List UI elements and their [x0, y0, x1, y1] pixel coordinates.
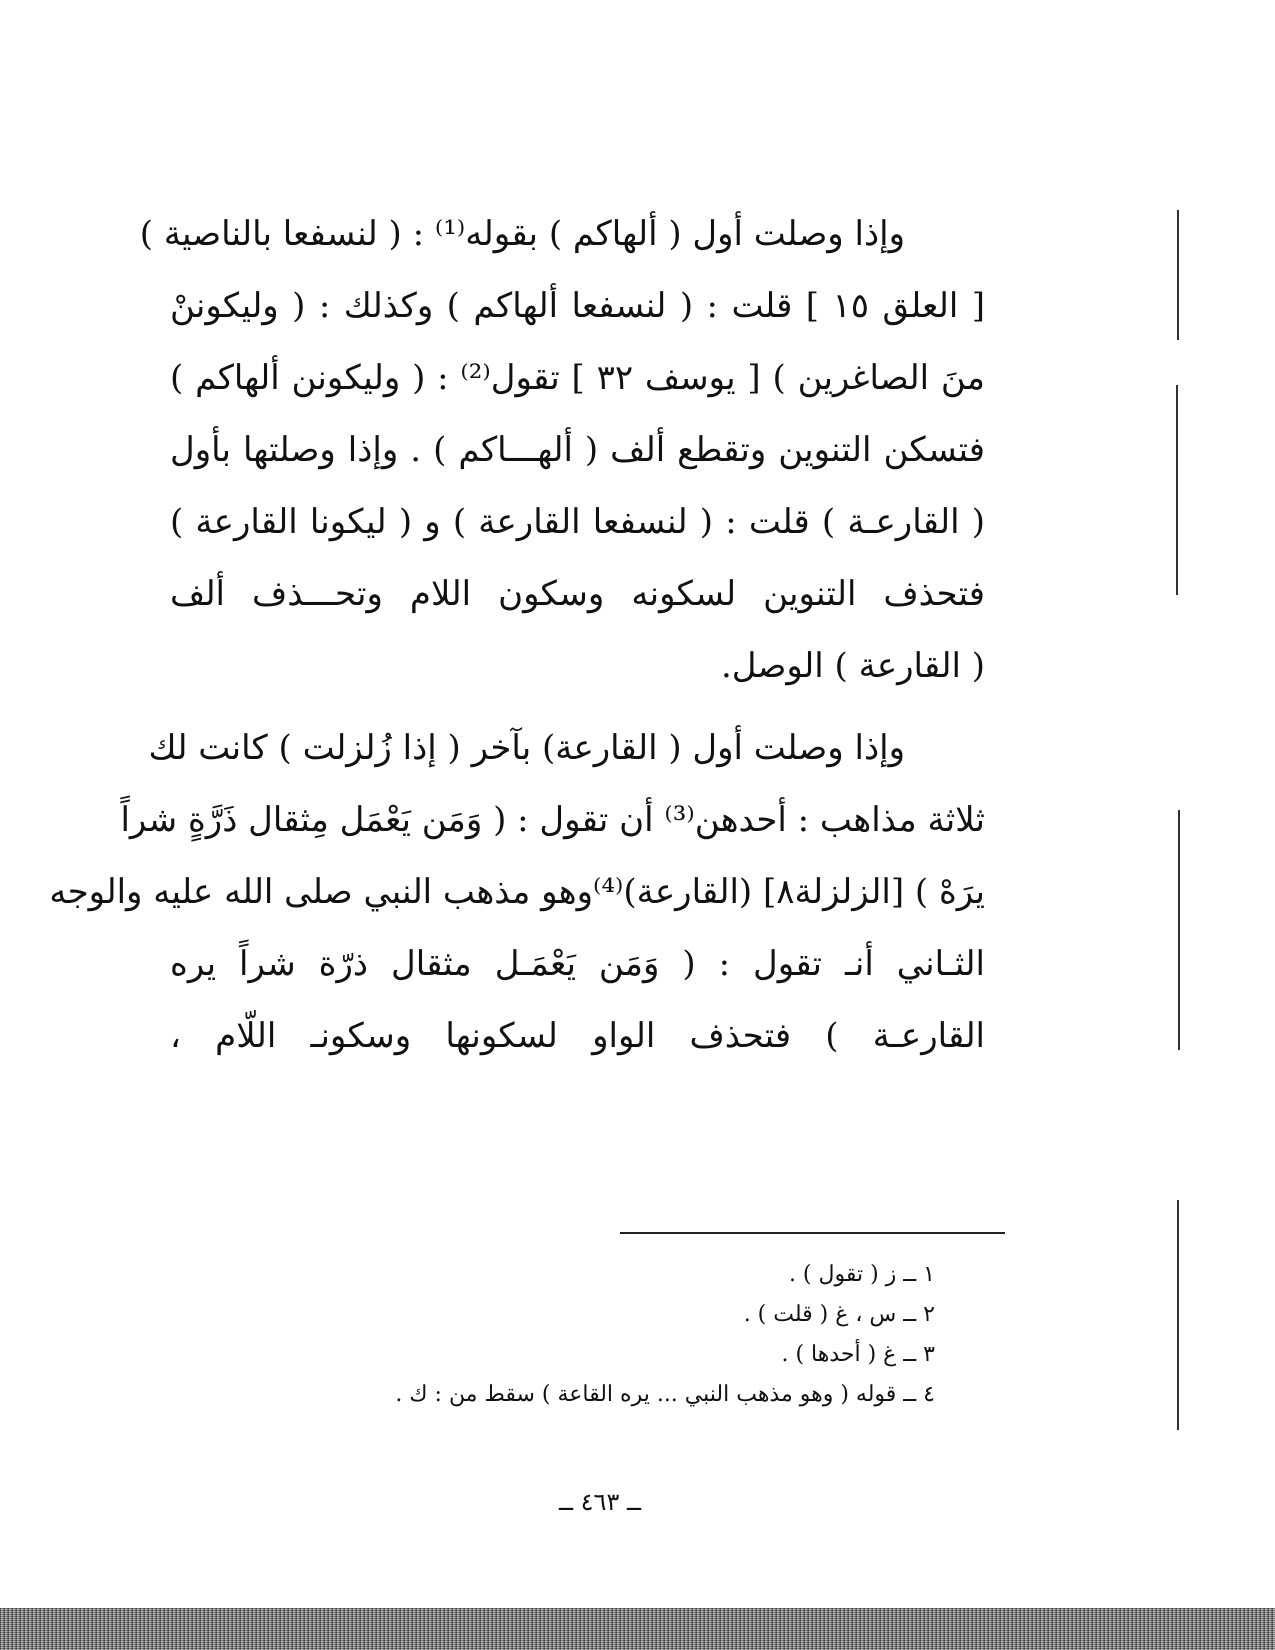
text-line: وإذا وصلت أول ( ألهاكم ) بقوله⁽¹⁾ : ( لنسفعا بالناصية ) [139, 214, 905, 254]
text-line: الثـاني أنـ تقول : ( وَمَن يَعْمَـل مثقال ذرّة شراً يره [170, 944, 985, 984]
footnote: ٢ ــ س ، غ ( قلت ) . [743, 1302, 935, 1327]
scan-bottom-edge [0, 1608, 1275, 1650]
paragraph-gap [170, 702, 985, 712]
text-line: [ العلق ١٥ ] قلت : ( لنسفعا ألهاكم ) وكذلك : ( وليكوننْ [170, 286, 986, 326]
footnote-separator [620, 1232, 1005, 1234]
text-line: وإذا وصلت أول ( القارعة) بآخر ( إذا زُلزلت ) كانت لك [148, 728, 905, 768]
scan-margin-mark [1178, 810, 1180, 1050]
footnotes [290, 1255, 935, 1415]
footnote: ١ ــ ز ( تقول ) . [788, 1262, 935, 1287]
text-line: فتحذف التنوين لسكونه وسكون اللام وتحـــذف ألف [170, 574, 985, 614]
scan-margin-mark [1177, 210, 1179, 340]
scan-margin-mark [1177, 1200, 1179, 1430]
text-line: ( القارعة ) الوصل. [720, 646, 985, 686]
text-line: ( القارعـة ) قلت : ( لنسفعا القارعة ) و ( ليكونا القارعة ) [170, 502, 985, 542]
page-number: ــ ٤٦٣ ــ [558, 1488, 642, 1516]
footnote: ٣ ــ غ ( أحدها ) . [781, 1342, 935, 1367]
text-line: يرَهْ ) [الزلزلة٨] (القارعة)⁽⁴⁾وهو مذهب النبي صلى الله عليه والوجه [49, 872, 985, 912]
text-line: القارعـة ) فتحذف الواو لسكونها وسكونـ اللّام ، [170, 1016, 985, 1056]
main-text [49, 198, 986, 1072]
footnote: ٤ ــ قوله ( وهو مذهب النبي ... يره القاعة ) سقط من : ك . [395, 1382, 935, 1407]
text-line: منَ الصاغرين ) [ يوسف ٣٢ ] تقول⁽²⁾ : ( وليكونن ألهاكم ) [170, 358, 985, 398]
scan-margin-mark [1176, 385, 1178, 595]
text-line: ثلاثة مذاهب : أحدهن⁽³⁾ أن تقول : ( وَمَن يَعْمَل مِثقال ذَرَّةٍ شراً [120, 800, 985, 840]
text-line: فتسكن التنوين وتقطع ألف ( ألهـــاكم ) . وإذا وصلتها بأول [170, 430, 985, 470]
